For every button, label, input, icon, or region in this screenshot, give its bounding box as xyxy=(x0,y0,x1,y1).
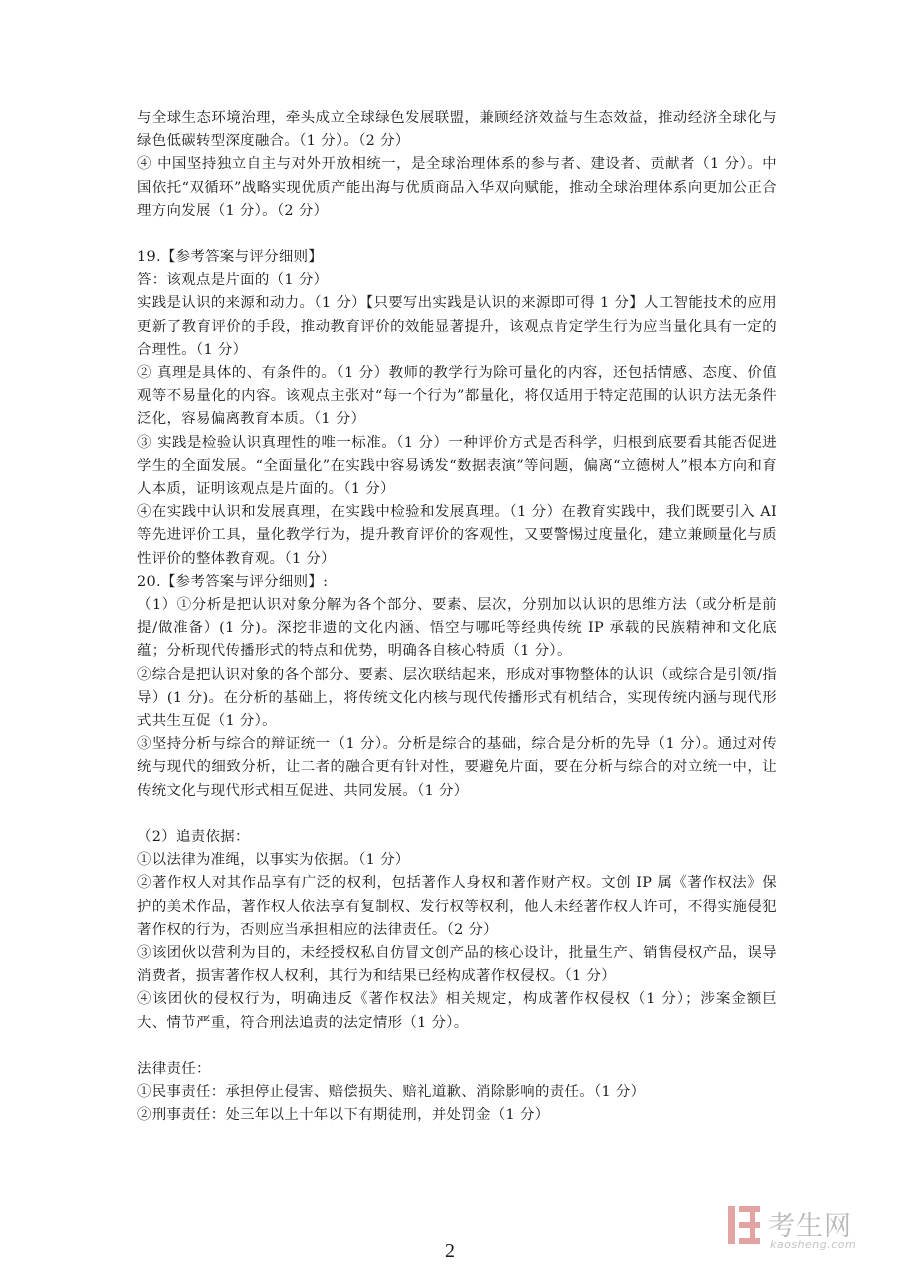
paragraph: ②刑事责任：处三年以上十年以下有期徒刑，并处罚金（1 分） xyxy=(137,1107,550,1124)
paragraph: ③坚持分析与综合的辩证统一（1 分）。分析是综合的基础，综合是分析的先导（1 分）。通过对传统与现代的细致分析，让二者的融合更有针对性，要避免片面，要在分析与综合的对立统一中，让传统文化与现代形式相互促进、共同发展。（1 分） xyxy=(137,736,777,799)
spacer xyxy=(137,803,777,826)
watermark-title: 考生网 xyxy=(768,1211,852,1242)
paragraph: ②著作权人对其作品享有广泛的权利，包括著作人身权和著作财产权。文创 IP 属《著作权法》保护的美术作品，著作权人依法享有复制权、发行权等权利，他人未经著作权人许可，不得实施侵犯著作权的行为，否则应当承担相应的法律责任。（2 分） xyxy=(137,875,777,938)
paragraph: ①民事责任：承担停止侵害、赔偿损失、赔礼道歉、消除影响的责任。（1 分） xyxy=(137,1083,646,1100)
spacer xyxy=(137,223,777,246)
paragraph: 与全球生态环境治理，牵头成立全球绿色发展联盟，兼顾经济效益与生态效益，推动经济全球化与绿色低碳转型深度融合。（1 分）。（2 分） xyxy=(137,110,777,150)
page-content xyxy=(137,107,777,1127)
paragraph: ①以法律为准绳，以事实为依据。（1 分） xyxy=(137,852,410,869)
paragraph: ④该团伙的侵权行为，明确违反《著作权法》相关规定，构成著作权侵权（1 分）；涉案金额巨大、情节严重，符合刑法追责的法定情形（1 分）。 xyxy=(137,991,777,1031)
subquestion-2-heading: （2）追责依据： xyxy=(137,828,250,845)
paragraph: 实践是认识的来源和动力。（1 分）【只要写出实践是认识的来源即可得 1 分】人工智能技术的应用更新了教育评价的手段，推动教育评价的效能显著提升，该观点肯定学生行为应当量化具有一定的合理性。（1 分） xyxy=(137,295,777,358)
watermark-subtitle: kaosheng.com xyxy=(770,1238,857,1251)
paragraph: ④在实践中认识和发展真理，在实践中检验和发展真理。（1 分）在教育实践中，我们既要引入 AI 等先进评价工具，量化教学行为，提升教育评价的客观性，又要警惕过度量化，建立兼顾量化与质性评价的整体教育观。（1 分） xyxy=(137,504,777,567)
page-number: 2 xyxy=(445,1240,455,1262)
paragraph: ③该团伙以营利为目的，未经授权私自仿冒文创产品的核心设计，批量生产、销售侵权产品，误导消费者，损害著作权人权利，其行为和结果已经构成著作权侵权。（1 分） xyxy=(137,944,777,985)
spacer xyxy=(137,1035,777,1058)
paragraph: ②综合是把认识对象的各个部分、要素、层次联结起来，形成对事物整体的认识（或综合是引领/指导）(1 分)。在分析的基础上，将传统文化内核与现代传播形式有机结合，实现传统内涵与现代形式共生互促（1 分）。 xyxy=(137,666,777,730)
paragraph: ④ 中国坚持独立自主与对外开放相统一，是全球治理体系的参与者、建设者、贡献者（1 分）。中国依托“双循环”战略实现优质产能出海与优质商品入华双向赋能，推动全球治理体系向更加公正合理方向发展（1 分）。（2 分） xyxy=(137,156,777,219)
question-20-heading: 20.【参考答案与评分细则】: xyxy=(137,573,329,590)
paragraph: ③ 实践是检验认识真理性的唯一标准。（1 分）一种评价方式是否科学，归根到底要看其能否促进学生的全面发展。“全面量化”在实践中容易诱发“数据表演”等问题，偏离“立德树人”根本方向和育人本质，证明该观点是片面的。（1 分） xyxy=(137,434,777,498)
legal-liability-heading: 法律责任： xyxy=(137,1060,211,1077)
question-19-heading: 19.【参考答案与评分细则】 xyxy=(137,249,324,266)
question-19-answer: 答：该观点是片面的（1 分） xyxy=(137,272,329,289)
paragraph: ② 真理是具体的、有条件的。（1 分）教师的教学行为除可量化的内容，还包括情感、态度、价值观等不易量化的内容。该观点主张对“每一个行为”都量化，将仅适用于特定范围的认识方法无条件泛化，容易偏离教育本质。（1 分） xyxy=(137,365,777,428)
paragraph: （1）①分析是把认识对象分解为各个部分、要素、层次，分别加以认识的思维方法（或分析是前提/做准备）(1 分)。深挖非遗的文化内涵、悟空与哪吒等经典传统 IP 承载的民族精神和文化底蕴；分析现代传播形式的特点和优势，明确各自核心特质（1 分）。 xyxy=(137,597,777,660)
